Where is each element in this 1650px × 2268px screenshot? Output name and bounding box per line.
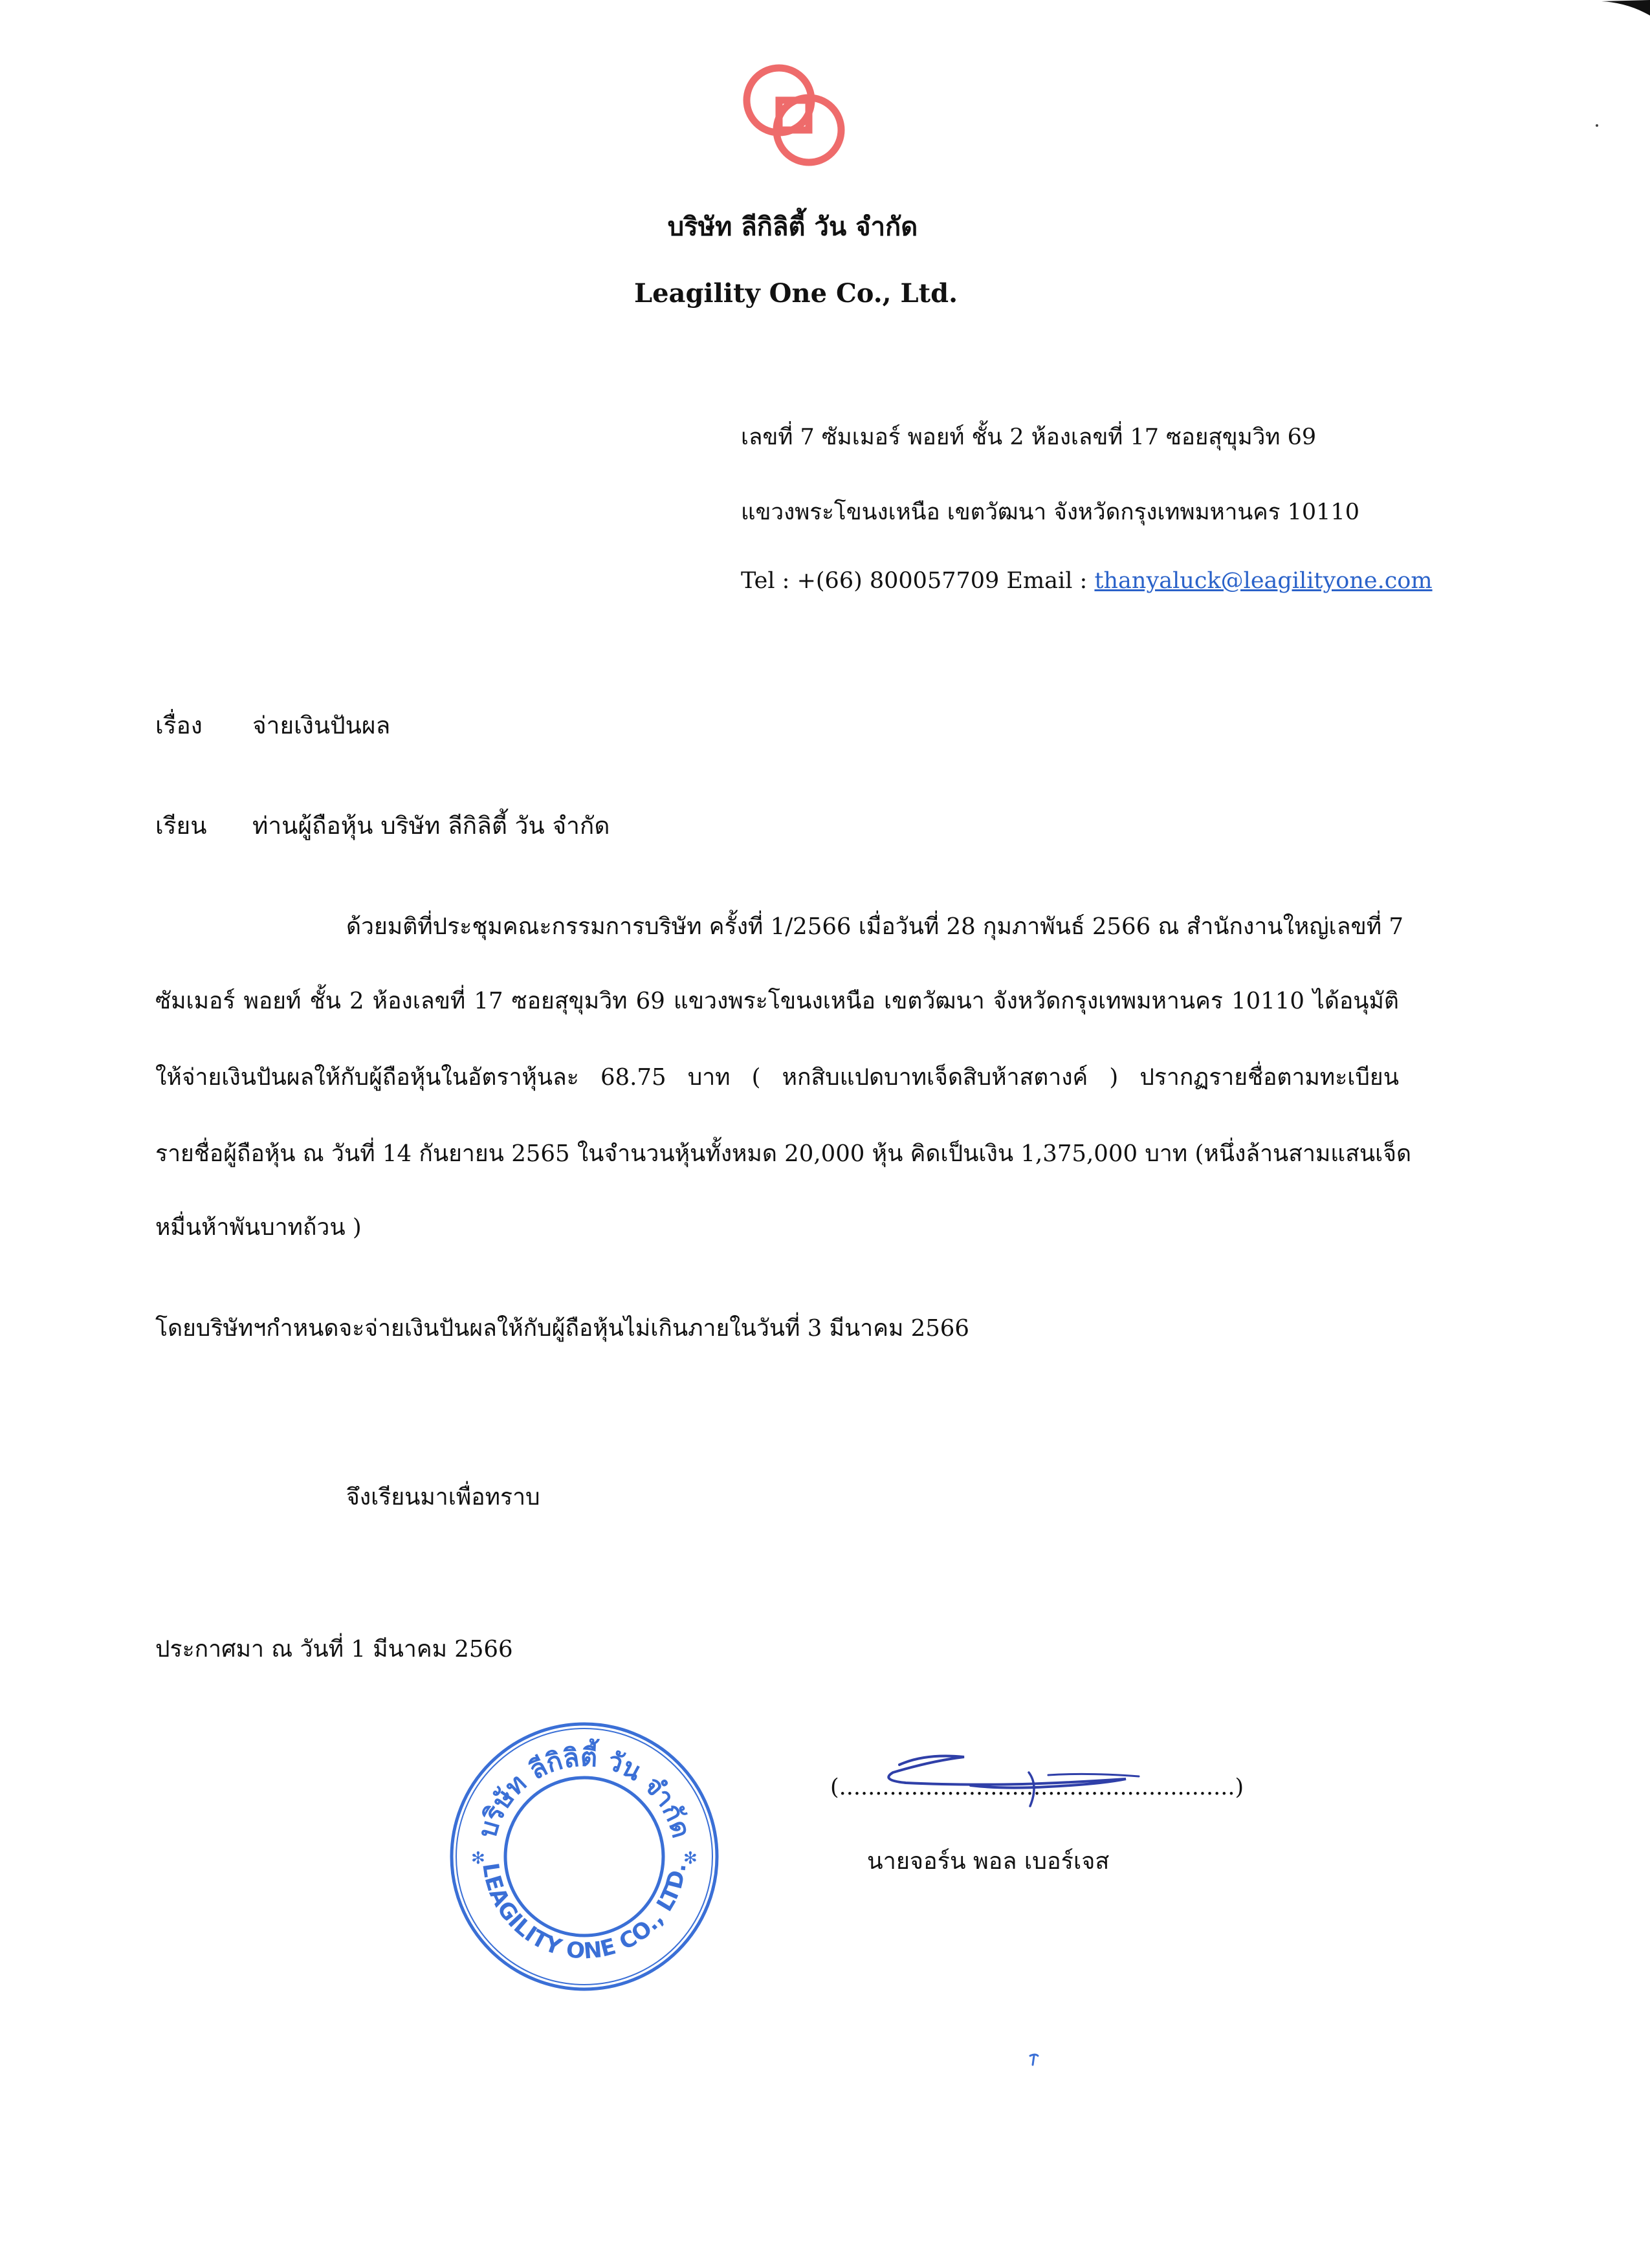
seal-text-thai: บริษัท ลีกิลิตี้ วัน จำกัด — [472, 1742, 696, 1842]
closing-text: จึงเรียนมาเพื่อทราบ — [346, 1484, 540, 1510]
signer-name: นายจอร์น พอล เบอร์เจส — [867, 1848, 1110, 1875]
email-link[interactable]: thanyaluck@leagilityone.com — [1094, 568, 1433, 594]
corner-mark — [1601, 0, 1650, 17]
body-line-6: โดยบริษัทฯกำหนดจะจ่ายเงินปันผลให้กับผู้ถือหุ้นไม่เกินภายในวันที่ 3 มีนาคม 2566 — [155, 1315, 969, 1342]
body-line-2: ซัมเมอร์ พอยท์ ชั้น 2 ห้องเลขที่ 17 ซอยสุขุมวิท 69 แขวงพระโขนงเหนือ เขตวัฒนา จังหวัดกรุงเทพมหานคร 10110 ได้อนุมัติ — [155, 988, 1399, 1014]
announcement-date: ประกาศมา ณ วันที่ 1 มีนาคม 2566 — [155, 1636, 513, 1663]
signature-line: (.......................................................) — [830, 1774, 1244, 1800]
recipient-label: เรียน — [155, 812, 207, 840]
company-name-english: Leagility One Co., Ltd. — [633, 278, 958, 309]
subject-label: เรื่อง — [155, 712, 203, 739]
company-seal — [445, 1717, 723, 1996]
tel-label: Tel : +(66) 800057709 Email : — [741, 568, 1095, 594]
ink-mark — [1028, 2051, 1040, 2067]
seal-star-left: ✻ — [471, 1849, 485, 1868]
svg-text:บริษัท ลีกิลิตี้ วัน จำกัด — [472, 1738, 696, 1842]
company-logo — [739, 60, 849, 170]
subject-value: จ่ายเงินปันผล — [252, 712, 391, 739]
body-line-1: ด้วยมติที่ประชุมคณะกรรมการบริษัท ครั้งที่ 1/2566 เมื่อวันที่ 28 กุมภาพันธ์ 2566 ณ สำนักงานใหญ่เลขที่ 7 — [346, 913, 1403, 940]
seal-star-right: ✻ — [683, 1849, 698, 1868]
recipient-value: ท่านผู้ถือหุ้น บริษัท ลีกิลิตี้ วัน จำกัด — [252, 812, 610, 840]
company-name-thai: บริษัท ลีกิลิตี้ วัน จำกัด — [667, 212, 918, 242]
body-line-4: รายชื่อผู้ถือหุ้น ณ วันที่ 14 กันยายน 2565 ในจำนวนหุ้นทั้งหมด 20,000 หุ้น คิดเป็นเงิน 1,375,000 บาท (หนึ่งล้านสามแสนเจ็ด — [155, 1140, 1412, 1167]
body-line-3: ให้จ่ายเงินปันผลให้กับผู้ถือหุ้นในอัตราหุ้นละ 68.75 บาท ( หกสิบแปดบาทเจ็ดสิบห้าสตางค์ ) ปรากฏรายชื่อตามทะเบียน — [155, 1064, 1399, 1091]
contact-line — [741, 568, 1433, 594]
body-line-5: หมื่นห้าพันบาทถ้วน ) — [155, 1214, 362, 1241]
address-line-2: แขวงพระโขนงเหนือ เขตวัฒนา จังหวัดกรุงเทพมหานคร 10110 — [741, 499, 1359, 525]
address-line-1: เลขที่ 7 ซัมเมอร์ พอยท์ ชั้น 2 ห้องเลขที่ 17 ซอยสุขุมวิท 69 — [741, 424, 1317, 450]
handwritten-signature — [854, 1747, 1152, 1818]
seal-text-english: LEAGILITY ONE CO., LTD. — [477, 1861, 692, 1965]
scan-speck — [1596, 124, 1598, 127]
